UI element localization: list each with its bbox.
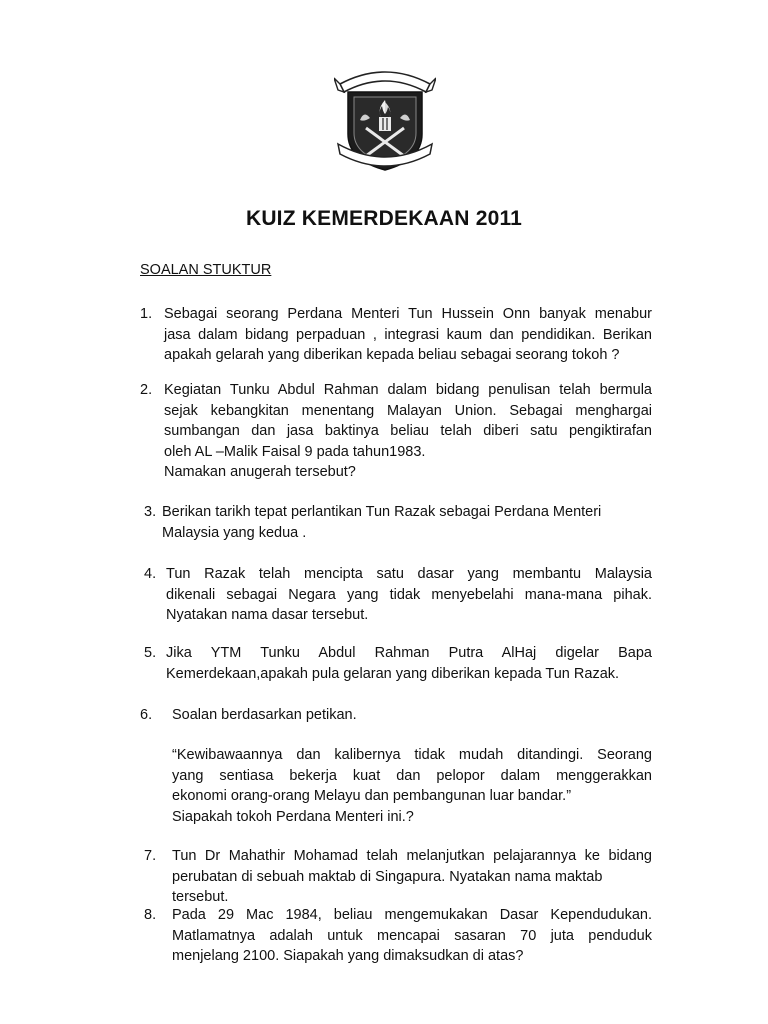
- question-line: Berikan tarikh tepat perlantikan Tun Razak sebagai Perdana Menteri: [162, 504, 602, 520]
- question-3: [144, 502, 644, 543]
- question-4: [144, 564, 652, 626]
- question-line: sumbangan dan jasa baktinya beliau telah diberi satu pengiktirafan: [164, 423, 652, 439]
- question-line: Kegiatan Tunku Abdul Rahman dalam bidang penulisan telah bermula: [164, 382, 652, 398]
- passage-line: ekonomi orang-orang Melayu dan pembangunan luar bandar.”: [172, 788, 572, 804]
- question-6-passage: [172, 745, 652, 827]
- question-2: [140, 380, 652, 483]
- question-line: Namakan anugerah tersebut?: [164, 464, 356, 480]
- question-line: tersebut.: [172, 889, 229, 905]
- question-line: Tun Dr Mahathir Mohamad telah melanjutkan pelajarannya ke bidang: [172, 848, 652, 864]
- question-6: [140, 705, 652, 726]
- question-line: oleh AL –Malik Faisal 9 pada tahun1983.: [164, 443, 426, 460]
- question-number: 4.: [144, 566, 157, 582]
- question-line: sejak kebangkitan menentang Malayan Union. Sebagai menghargai: [164, 402, 652, 419]
- question-line: menjelang 2100. Siapakah yang dimaksudkan di atas?: [172, 948, 524, 964]
- question-line: apakah gelarah yang diberikan kepada beliau sebagai seorang tokoh ?: [164, 347, 620, 363]
- question-5: [144, 643, 652, 684]
- question-line: perubatan di sebuah maktab di Singapura. Nyatakan nama maktab: [172, 868, 603, 885]
- question-line: jasa dalam bidang perpaduan , integrasi kaum dan pendidikan. Berikan: [164, 326, 652, 343]
- question-line: Soalan berdasarkan petikan.: [172, 707, 357, 723]
- question-line: dikenali sebagai Negara yang tidak menyebelahi mana-mana pihak.: [166, 586, 652, 603]
- question-7: [144, 846, 652, 908]
- question-line: Matlamatnya adalah untuk mencapai sasaran 70 juta penduduk: [172, 927, 652, 944]
- question-number: 3.: [144, 504, 157, 520]
- question-1: [140, 304, 652, 366]
- question-number: 6.: [140, 707, 153, 723]
- question-line: Kemerdekaan,apakah pula gelaran yang diberikan kepada Tun Razak.: [166, 665, 620, 682]
- question-number: 7.: [144, 848, 157, 864]
- section-heading: SOALAN STUKTUR: [140, 262, 272, 278]
- question-number: 2.: [140, 382, 153, 398]
- quiz-title: KUIZ KEMERDEKAAN 2011: [245, 207, 523, 230]
- passage-line: yang sentiasa bekerja kuat dan pelopor dalam menggerakkan: [172, 767, 652, 784]
- question-number: 1.: [140, 306, 153, 322]
- school-crest-logo: [334, 62, 436, 172]
- passage-line: Siapakah tokoh Perdana Menteri ini.?: [172, 808, 414, 825]
- question-line: Pada 29 Mac 1984, beliau mengemukakan Dasar Kependudukan.: [172, 907, 652, 923]
- question-line: Nyatakan nama dasar tersebut.: [166, 607, 369, 623]
- question-line: Jika YTM Tunku Abdul Rahman Putra AlHaj digelar Bapa: [166, 645, 652, 661]
- question-number: 5.: [144, 645, 157, 661]
- question-number: 8.: [144, 907, 157, 923]
- question-line: Sebagai seorang Perdana Menteri Tun Hussein Onn banyak menabur: [164, 306, 652, 322]
- passage-line: “Kewibawaannya dan kalibernya tidak mudah ditandingi. Seorang: [172, 747, 652, 763]
- question-line: Malaysia yang kedua .: [162, 524, 307, 541]
- question-8: [144, 905, 652, 967]
- question-line: Tun Razak telah mencipta satu dasar yang membantu Malaysia: [166, 566, 652, 582]
